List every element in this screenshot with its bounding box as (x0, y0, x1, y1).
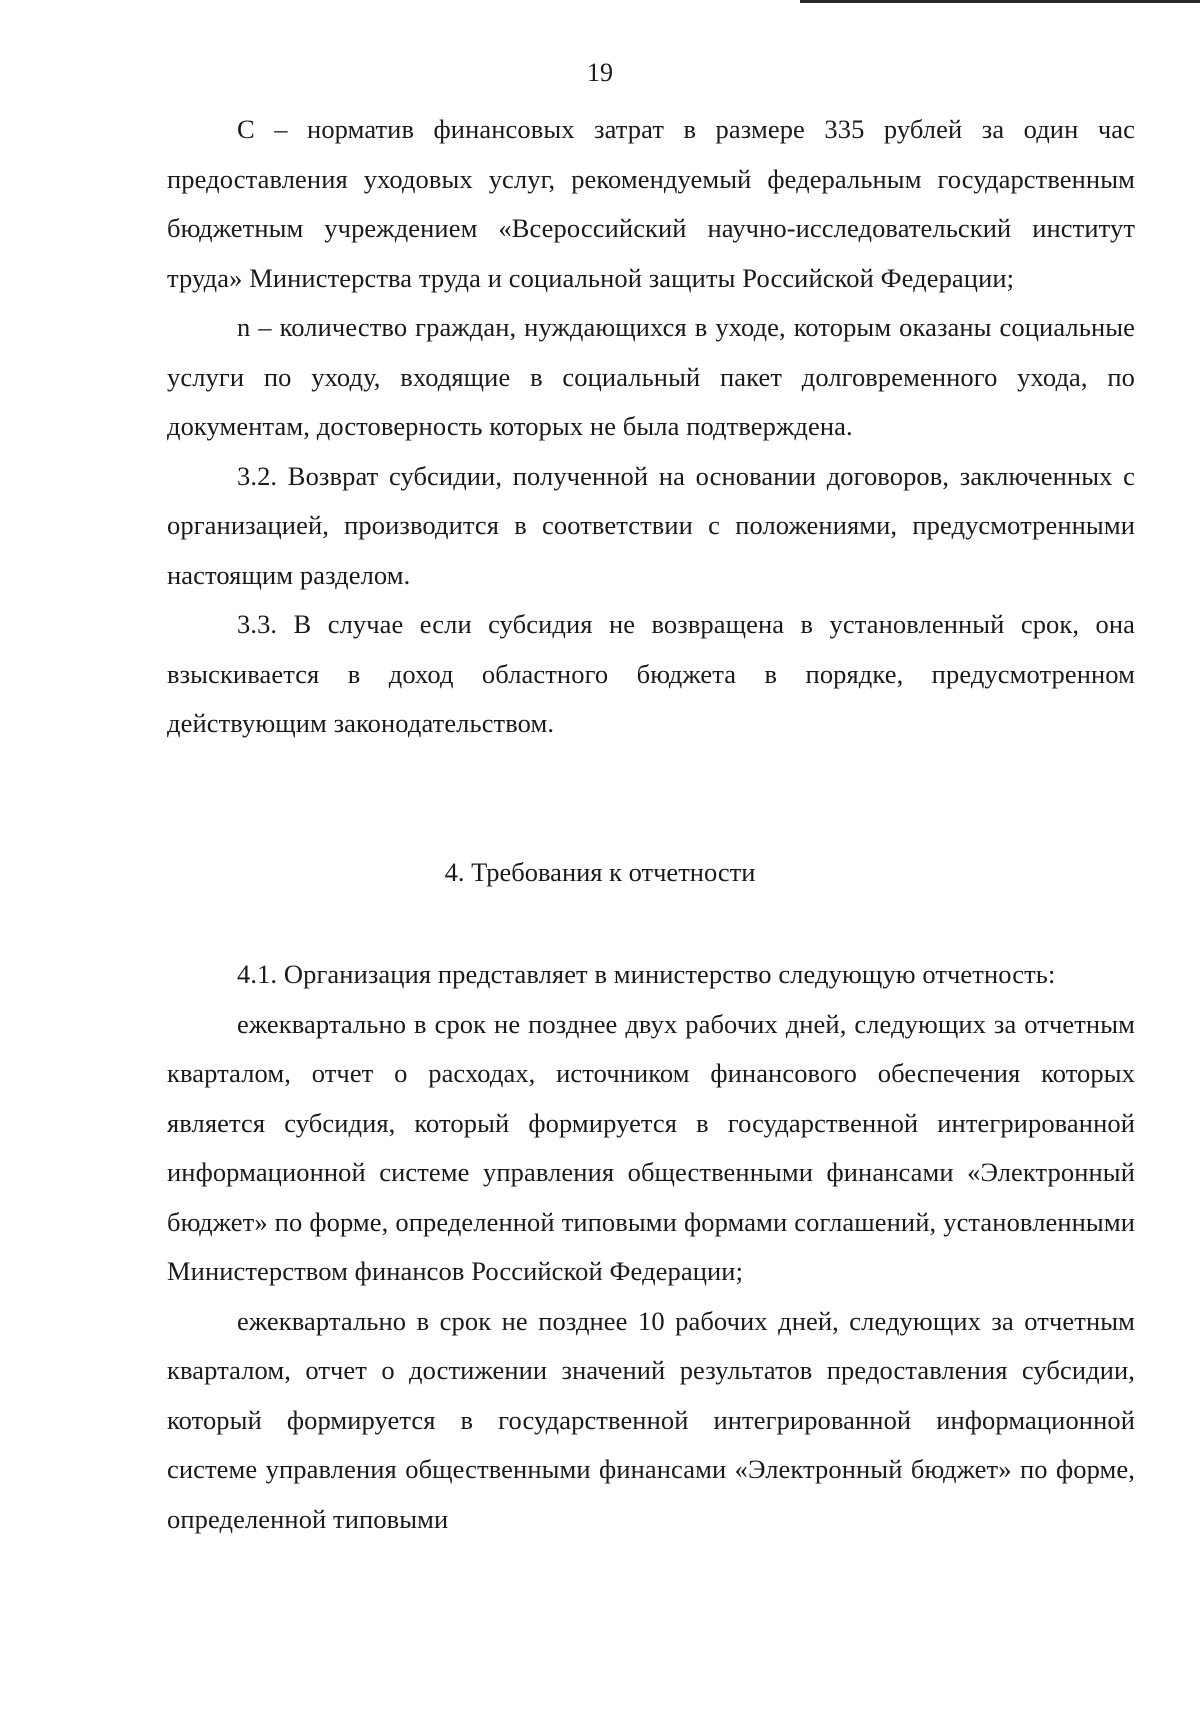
paragraph-4-1: 4.1. Организация представляет в министерство следующую отчетность: (237, 959, 1056, 989)
paragraph-quarterly-expense-report: ежеквартально в срок не позднее двух рабочих дней, следующих за отчетным кварталом, отчет о расходах, источником финансового обеспечения которых является субсидия, который формируется в государственной интегрированной информационной системе управления общественными финансами «Электронный бюджет» по форме, определенной типовыми формами соглашений, установленными Министерством финансов Российской Федерации; (167, 1008, 1135, 1286)
section-4-heading: 4. Требования к отчетности (444, 857, 756, 887)
section-4-text (167, 950, 1135, 1544)
paragraph-n-definition: n – количество граждан, нуждающихся в уходе, которым оказаны социальные услуги по уходу, входящие в социальный пакет долговременного ухода, по документам, достоверность которых не была подтверждена. (167, 312, 1135, 441)
top-edge-rule (800, 0, 1200, 3)
paragraph-3-2: 3.2. Возврат субсидии, полученной на основании договоров, заключенных с организацией, производится в соответствии с положениями, предусмотренными настоящим разделом. (167, 460, 1135, 590)
paragraph-3-3: 3.3. В случае если субсидия не возвращена в установленный срок, она взыскивается в доход областного бюджета в порядке, предусмотренном действующим законодательством. (167, 609, 1135, 738)
section-3-text (167, 105, 1135, 749)
page-number: 19 (587, 58, 613, 87)
paragraph-quarterly-results-report: ежеквартально в срок не позднее 10 рабочих дней, следующих за отчетным кварталом, отчет о достижении значений результатов предоставления субсидии, который формируется в государственной интегрированной информационной системе управления общественными финансами «Электронный бюджет» по форме, определенной типовыми (167, 1305, 1135, 1534)
paragraph-c-definition: С – норматив финансовых затрат в размере 335 рублей за один час предоставления уходовых услуг, рекомендуемый федеральным государственным бюджетным учреждением «Всероссийский научно-исследовательский институт труда» Министерства труда и социальной защиты Российской Федерации; (167, 114, 1135, 293)
